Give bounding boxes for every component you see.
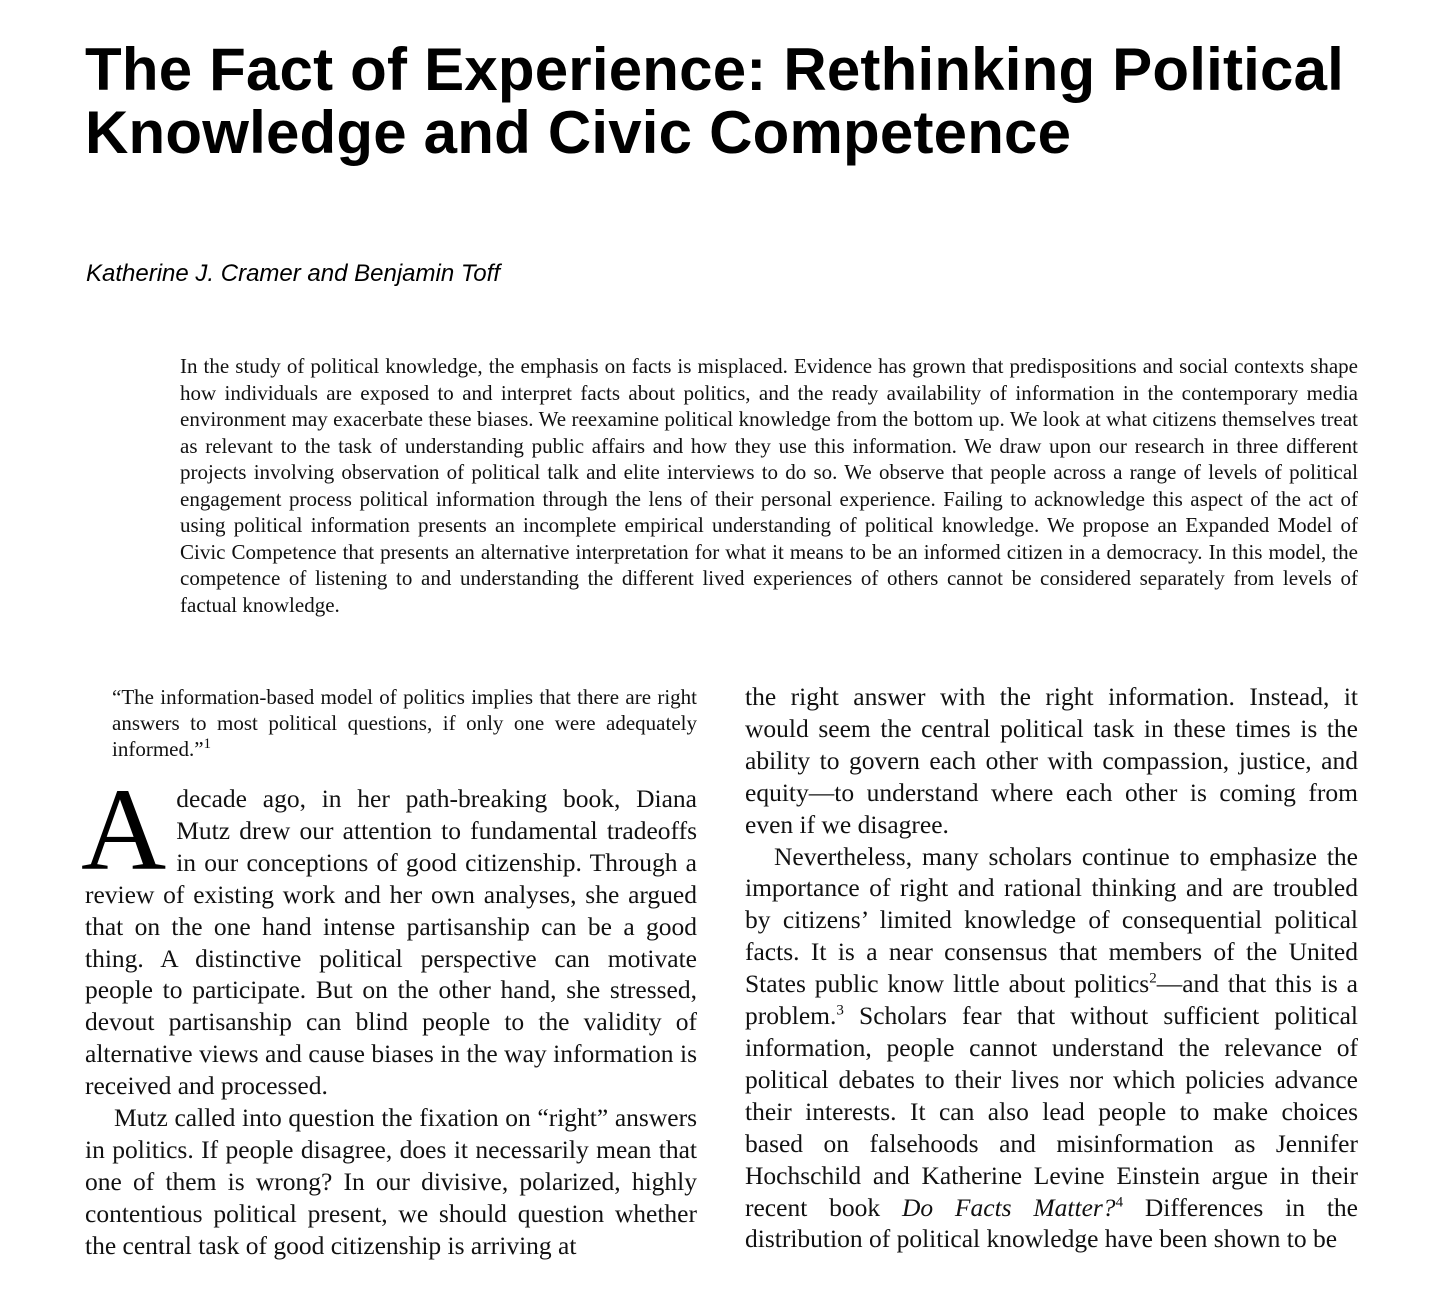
mutz-paragraph: Mutz called into question the fixation on “right” answers in politics. If people disagree, does it necessarily mean that one of them is wrong? In our divisive, polarized, highly contentious political present, we should question whether the central task of good citizenship is arriving at xyxy=(85,1103,697,1260)
article-title: The Fact of Experience: Rethinking Political Knowledge and Civic Competence xyxy=(85,36,1345,166)
footnote-marker-4: 4 xyxy=(1115,1194,1124,1210)
scholars-text-1: Nevertheless, many scholars continue to emphasize the importance of right and rational thinking and are troubled by citizens’ limited knowledge of consequential political facts. It is a near consensus that members of the United States public know little about politics xyxy=(745,841,1358,999)
scholars-text-3: Scholars fear that without sufficient political information, people cannot understand the relevance of political debates to their lives nor which policies advance their interests. It can also lead people to make choices based on falsehoods and misinformation as Jennifer Hochschild and Katherine Levine Einstein argue in their recent book xyxy=(745,1001,1358,1222)
continued-paragraph: the right answer with the right information. Instead, it would seem the central political task in these times is the ability to govern each other with compassion, justice, and equity—to understand where each other is coming from even if we disagree. xyxy=(745,682,1358,839)
book-title: Do Facts Matter? xyxy=(901,1192,1116,1222)
intro-paragraph-text: decade ago, in her path-breaking book, Diana Mutz drew our attention to fundamental tradeoffs in our conceptions of good citizenship. Through a review of existing work and her own analyses, she argued that on the one hand intense partisanship can be a good thing. A distinctive political perspective can motivate people to participate. But on the other hand, she stressed, devout partisanship can blind people to the validity of alternative views and cause biases in the way information is received and processed. xyxy=(85,784,697,1101)
epigraph-text: “The information-based model of politics implies that there are right answers to most political questions, if only one were adequately informed.” xyxy=(112,685,697,761)
drop-cap: A xyxy=(81,764,167,895)
epigraph xyxy=(112,684,697,762)
left-column xyxy=(81,684,697,1262)
article-abstract: In the study of political knowledge, the emphasis on facts is misplaced. Evidence has grown that predispositions and social contexts shape how individuals are exposed to and interpret facts about politics, and the ready availability of information in the contemporary media environment may exacerbate these biases. We reexamine political knowledge from the bottom up. We look at what citizens themselves treat as relevant to the task of understanding public affairs and how they use this information. We draw upon our research in three different projects involving observation of political talk and elite interviews to do so. We observe that people across a range of levels of political engagement process political information through the lens of their personal experience. Failing to acknowledge this aspect of the act of using political information presents an incomplete empirical understanding of political knowledge. We propose an Expanded Model of Civic Competence that presents an alternative interpretation for what it means to be an informed citizen in a democracy. In this model, the competence of listening to and understanding the different lived experiences of others cannot be considered separately from levels of factual knowledge. xyxy=(180,354,1358,617)
article-authors: Katherine J. Cramer and Benjamin Toff xyxy=(86,260,500,287)
scholars-text-4: Differences in the distribution of political knowledge have been shown to be xyxy=(745,1192,1358,1254)
scholars-paragraph xyxy=(745,841,1358,1256)
right-column xyxy=(745,681,1358,1255)
footnote-marker-1: 1 xyxy=(203,736,212,752)
intro-paragraph xyxy=(81,764,697,1102)
footnote-marker-3: 3 xyxy=(836,1002,844,1019)
scholars-text-2: —and that this is a problem. xyxy=(745,969,1358,1031)
footnote-marker-2: 2 xyxy=(1149,970,1157,987)
